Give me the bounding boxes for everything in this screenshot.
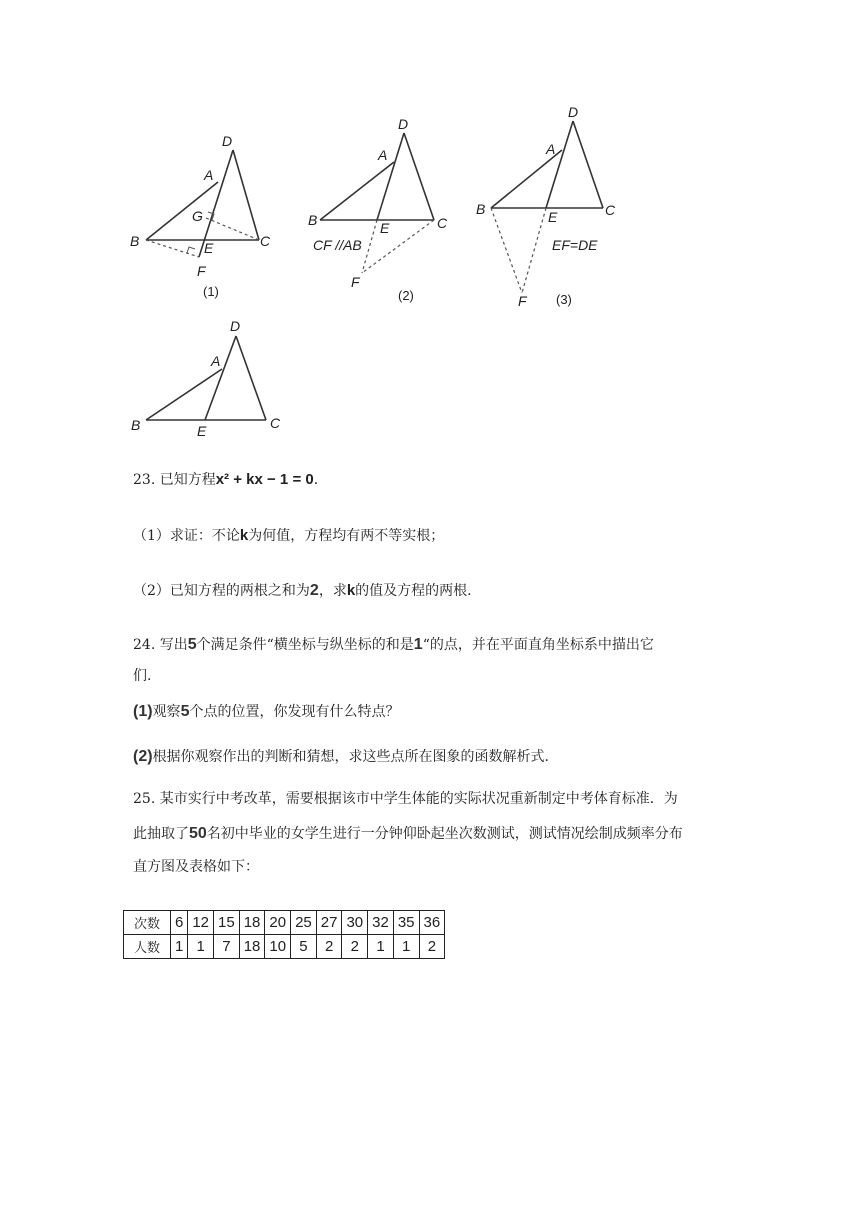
table-cell: 20 bbox=[265, 911, 291, 935]
fig2-label-D: D bbox=[398, 116, 409, 132]
fig3-label-C: C bbox=[605, 202, 616, 218]
q25-line2 bbox=[133, 824, 683, 844]
table-cell: 18 bbox=[239, 911, 265, 935]
q25-text-1: 25. 某市实行中考改革，需要根据该市中学生体能的实际状况重新制定中考体育标准．为 bbox=[133, 791, 678, 807]
q24-stem-cont bbox=[133, 666, 151, 686]
table-cell: 1 bbox=[171, 935, 188, 959]
table-cell: 2 bbox=[316, 935, 342, 959]
table-cell: 5 bbox=[291, 935, 317, 959]
table-row-counts bbox=[124, 911, 445, 935]
q23-part2 bbox=[133, 581, 472, 601]
q24-text-b: 个满足条件“横坐标与纵坐标的和是 bbox=[196, 637, 414, 653]
fig1-label-B: B bbox=[130, 233, 140, 249]
q23-part2-k: k bbox=[346, 582, 356, 599]
q23-equation: x² + kx − 1 = 0 bbox=[215, 471, 314, 488]
fig4-label-A: A bbox=[211, 353, 221, 369]
table-cell: 30 bbox=[342, 911, 368, 935]
figure-2 bbox=[308, 116, 448, 303]
table-cell: 18 bbox=[239, 935, 265, 959]
q24-text-d: 们. bbox=[133, 668, 152, 684]
fig2-label-A: A bbox=[378, 147, 388, 163]
q24-part1-text-b: 个点的位置，你发现有什么特点？ bbox=[189, 704, 400, 720]
q25-num-50: 50 bbox=[189, 825, 207, 842]
table-cell: 32 bbox=[368, 911, 394, 935]
fig1-caption: (1) bbox=[203, 284, 219, 299]
table-cell: 27 bbox=[316, 911, 342, 935]
figure-1 bbox=[130, 133, 271, 299]
q25-line1 bbox=[133, 789, 678, 809]
fig4-label-B: B bbox=[131, 417, 141, 433]
fig4-label-E: E bbox=[197, 423, 207, 439]
fig4-label-D: D bbox=[230, 318, 241, 334]
q23-stem-text: 23. 已知方程 bbox=[133, 472, 216, 488]
q24-part1 bbox=[133, 702, 399, 722]
fig3-label-A: A bbox=[546, 141, 556, 157]
fig2-label-F: F bbox=[351, 274, 360, 290]
q24-part2-num: (2) bbox=[133, 748, 153, 765]
fig3-label-F: F bbox=[518, 293, 527, 309]
q23-part1-text-a: （1）求证：不论 bbox=[133, 528, 240, 544]
q24-part1-text-a: 观察 bbox=[152, 704, 181, 720]
q23-stem bbox=[133, 470, 318, 490]
fig3-label-E: E bbox=[548, 209, 558, 225]
fig1-label-A: A bbox=[204, 167, 214, 183]
q24-part2-text: 根据你观察作出的判断和猜想，求这些点所在图象的函数解析式. bbox=[152, 749, 550, 765]
table-cell: 10 bbox=[265, 935, 291, 959]
q23-part2-text-c: 的值及方程的两根. bbox=[355, 583, 472, 599]
table-cell: 2 bbox=[419, 935, 445, 959]
fig2-note: CF //AB bbox=[313, 237, 362, 253]
fig3-note: EF=DE bbox=[552, 237, 598, 253]
fig3-caption: (3) bbox=[556, 292, 572, 307]
figure-3 bbox=[476, 104, 616, 309]
fig3-label-B: B bbox=[476, 201, 486, 217]
fig1-label-E: E bbox=[204, 240, 214, 256]
fig1-label-D: D bbox=[222, 133, 233, 149]
fig2-caption: (2) bbox=[398, 288, 414, 303]
q24-stem bbox=[133, 635, 654, 655]
fig1-label-G: G bbox=[192, 208, 203, 224]
fig2-label-E: E bbox=[380, 220, 390, 236]
fig3-label-D: D bbox=[568, 104, 579, 120]
q25-line3 bbox=[133, 857, 259, 877]
q23-part1 bbox=[133, 526, 444, 546]
fig4-label-C: C bbox=[270, 415, 281, 431]
q24-text-c: “的点，并在平面直角坐标系中描出它 bbox=[422, 637, 654, 653]
table-cell: 35 bbox=[393, 911, 419, 935]
table-cell: 12 bbox=[188, 911, 214, 935]
q23-part1-k: k bbox=[239, 527, 249, 544]
q23-part2-text-a: （2）已知方程的两根之和为 bbox=[133, 583, 310, 599]
geometry-figures bbox=[0, 0, 865, 460]
fig1-label-C: C bbox=[260, 233, 271, 249]
table-header-counts: 次数 bbox=[124, 911, 171, 935]
q24-part1-n: 5 bbox=[180, 703, 190, 720]
table-cell: 2 bbox=[342, 935, 368, 959]
table-cell: 1 bbox=[393, 935, 419, 959]
table-cell: 1 bbox=[188, 935, 214, 959]
q25-text-2a: 此抽取了 bbox=[133, 826, 189, 842]
table-cell: 7 bbox=[214, 935, 240, 959]
fig1-label-F: F bbox=[197, 263, 206, 279]
table-cell: 25 bbox=[291, 911, 317, 935]
table-header-people: 人数 bbox=[124, 935, 171, 959]
table-row-people bbox=[124, 935, 445, 959]
fig2-label-C: C bbox=[437, 215, 448, 231]
q24-num-1: 1 bbox=[413, 636, 423, 653]
q24-text-a: 24. 写出 bbox=[133, 637, 188, 653]
table-cell: 15 bbox=[214, 911, 240, 935]
q24-part1-num: (1) bbox=[133, 703, 153, 720]
q23-part2-num: 2 bbox=[309, 582, 319, 599]
q24-part2 bbox=[133, 747, 549, 767]
table-cell: 36 bbox=[419, 911, 445, 935]
q25-text-3: 直方图及表格如下： bbox=[133, 859, 259, 875]
q25-text-2b: 名初中毕业的女学生进行一分钟仰卧起坐次数测试，测试情况绘制成频率分布 bbox=[206, 826, 683, 842]
q23-stem-end: . bbox=[313, 472, 319, 488]
figure-4 bbox=[131, 318, 281, 439]
q23-part2-text-b: ，求 bbox=[318, 583, 347, 599]
fig2-label-B: B bbox=[308, 212, 318, 228]
q24-num-5: 5 bbox=[187, 636, 197, 653]
table-cell: 6 bbox=[171, 911, 188, 935]
q23-part1-text-b: 为何值，方程均有两不等实根； bbox=[248, 528, 445, 544]
table-cell: 1 bbox=[368, 935, 394, 959]
frequency-table bbox=[123, 910, 445, 959]
